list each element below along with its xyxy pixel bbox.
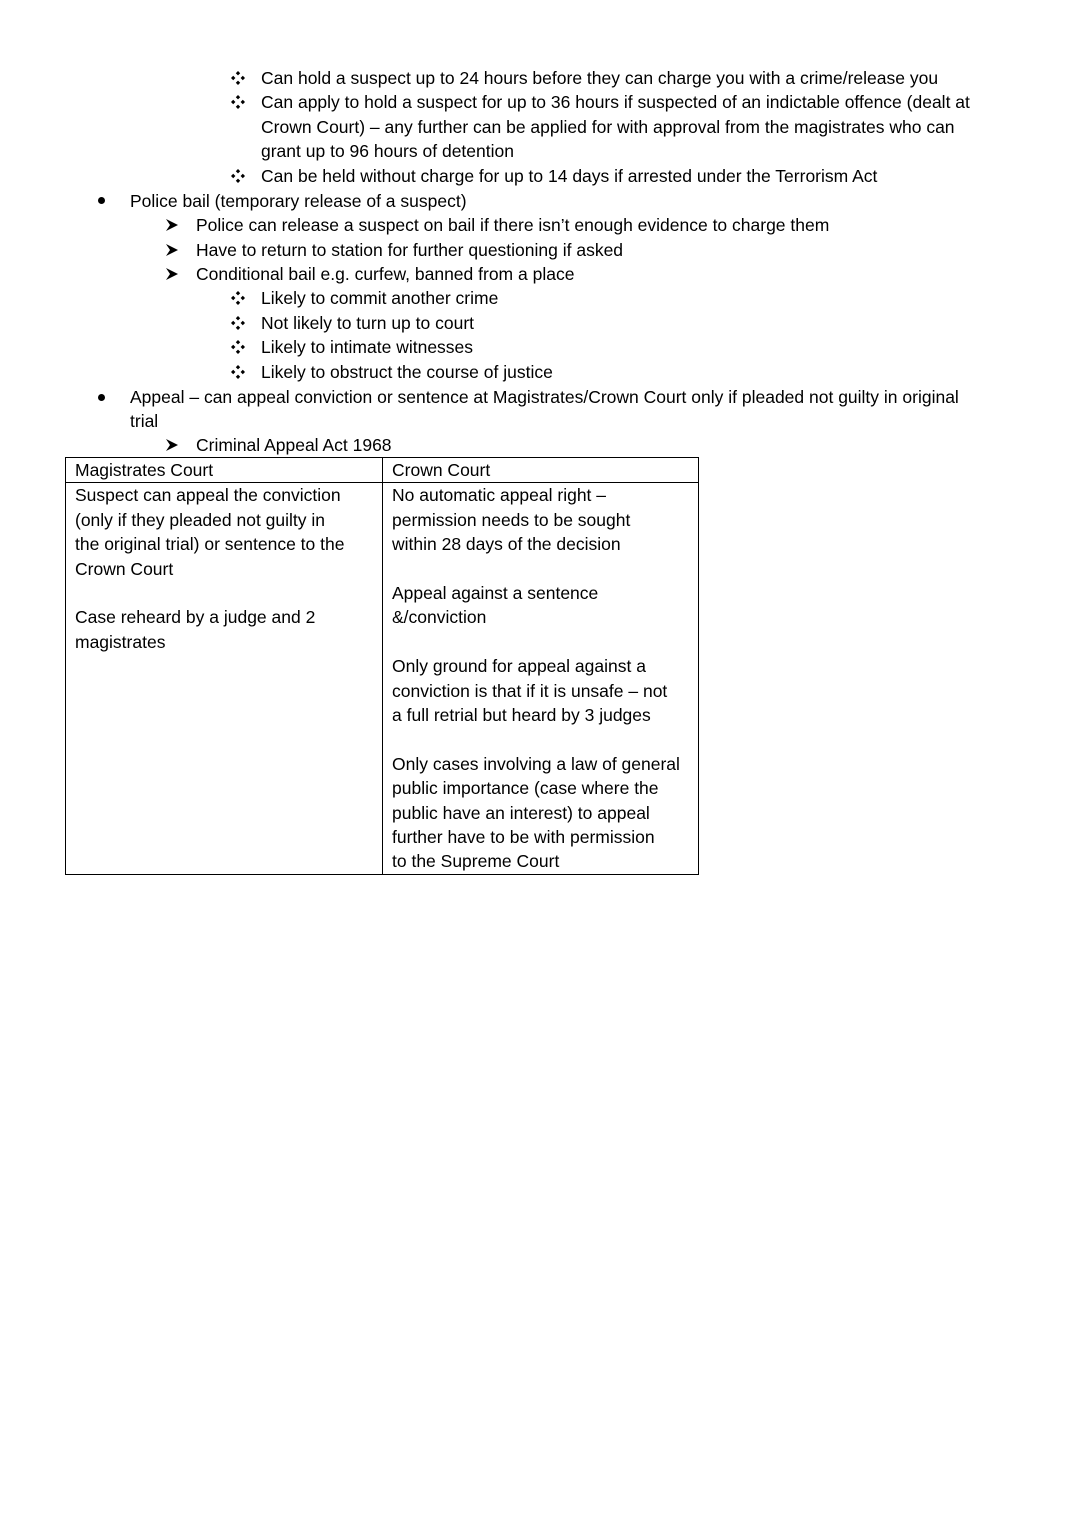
magistrates-line: the original trial) or sentence to the bbox=[75, 534, 345, 555]
bail-condition: Likely to intimate witnesses bbox=[261, 337, 474, 357]
header-crown-court: Crown Court bbox=[383, 458, 699, 483]
detention-point-24h: Can hold a suspect up to 24 hours before they can charge you with a crime/release you bbox=[261, 68, 939, 88]
crown-line: further have to be with permission bbox=[392, 827, 655, 848]
bail-point: Have to return to station for further questioning if asked bbox=[196, 240, 624, 260]
arrow-bullet-icon bbox=[165, 238, 179, 262]
detention-point-36h-line1: Can apply to hold a suspect for up to 36 hours if suspected of an indictable offence (dealt at bbox=[261, 92, 970, 112]
crown-line: Only ground for appeal against a bbox=[392, 656, 646, 677]
police-bail-heading: Police bail (temporary release of a suspect) bbox=[130, 191, 467, 211]
diamond-bullet-icon bbox=[230, 311, 246, 335]
diamond-bullet-icon bbox=[230, 335, 246, 359]
paragraph-gap bbox=[392, 630, 689, 654]
crown-line: within 28 days of the decision bbox=[392, 534, 621, 555]
bullet-dot-icon bbox=[98, 197, 105, 204]
diamond-bullet-icon bbox=[230, 360, 246, 384]
magistrates-line: (only if they pleaded not guilty in bbox=[75, 509, 326, 530]
crown-line: No automatic appeal right – bbox=[392, 485, 607, 506]
crown-court-cell bbox=[383, 483, 699, 874]
bail-condition: Not likely to turn up to court bbox=[261, 313, 475, 333]
arrow-bullet-icon bbox=[165, 262, 179, 286]
paragraph-gap bbox=[75, 581, 373, 605]
crown-line: permission needs to be sought bbox=[392, 509, 631, 530]
crown-line: a full retrial but heard by 3 judges bbox=[392, 705, 651, 726]
diamond-bullet-icon bbox=[230, 90, 246, 114]
crown-line: Appeal against a sentence bbox=[392, 583, 599, 604]
bail-point: Police can release a suspect on bail if there isn’t enough evidence to charge them bbox=[196, 215, 830, 235]
detention-point-36h-line2: Crown Court) – any further can be applied for with approval from the magistrates who can bbox=[261, 117, 955, 137]
bail-condition: Likely to commit another crime bbox=[261, 288, 499, 308]
crown-line: Only cases involving a law of general bbox=[392, 753, 680, 774]
crown-line: public importance (case where the bbox=[392, 778, 659, 799]
appeal-heading-line1: Appeal – can appeal conviction or sentence at Magistrates/Crown Court only if pleaded not guilty in original bbox=[130, 387, 959, 407]
arrow-bullet-icon bbox=[165, 433, 179, 457]
magistrates-court-cell bbox=[66, 483, 383, 874]
appeal-comparison-table bbox=[65, 457, 699, 875]
crown-line: to the Supreme Court bbox=[392, 851, 560, 872]
paragraph-gap bbox=[392, 727, 689, 751]
appeal-heading-line2: trial bbox=[130, 411, 159, 431]
paragraph-gap bbox=[392, 557, 689, 581]
crown-line: &/conviction bbox=[392, 607, 487, 628]
diamond-bullet-icon bbox=[230, 286, 246, 310]
magistrates-line: magistrates bbox=[75, 631, 166, 652]
detention-point-36h-line3: grant up to 96 hours of detention bbox=[261, 141, 514, 161]
magistrates-line: Crown Court bbox=[75, 558, 174, 579]
bail-point: Conditional bail e.g. curfew, banned from a place bbox=[196, 264, 575, 284]
detention-point-terrorism: Can be held without charge for up to 14 days if arrested under the Terrorism Act bbox=[261, 166, 878, 186]
magistrates-line: Suspect can appeal the conviction bbox=[75, 485, 341, 506]
header-magistrates-court: Magistrates Court bbox=[66, 458, 383, 483]
diamond-bullet-icon bbox=[230, 66, 246, 90]
arrow-bullet-icon bbox=[165, 213, 179, 237]
bullet-dot-icon bbox=[98, 394, 105, 401]
magistrates-line: Case reheard by a judge and 2 bbox=[75, 607, 316, 628]
crown-line: public have an interest) to appeal bbox=[392, 802, 650, 823]
crown-line: conviction is that if it is unsafe – not bbox=[392, 680, 668, 701]
bail-condition: Likely to obstruct the course of justice bbox=[261, 362, 553, 382]
criminal-appeal-act: Criminal Appeal Act 1968 bbox=[196, 435, 392, 455]
diamond-bullet-icon bbox=[230, 164, 246, 188]
